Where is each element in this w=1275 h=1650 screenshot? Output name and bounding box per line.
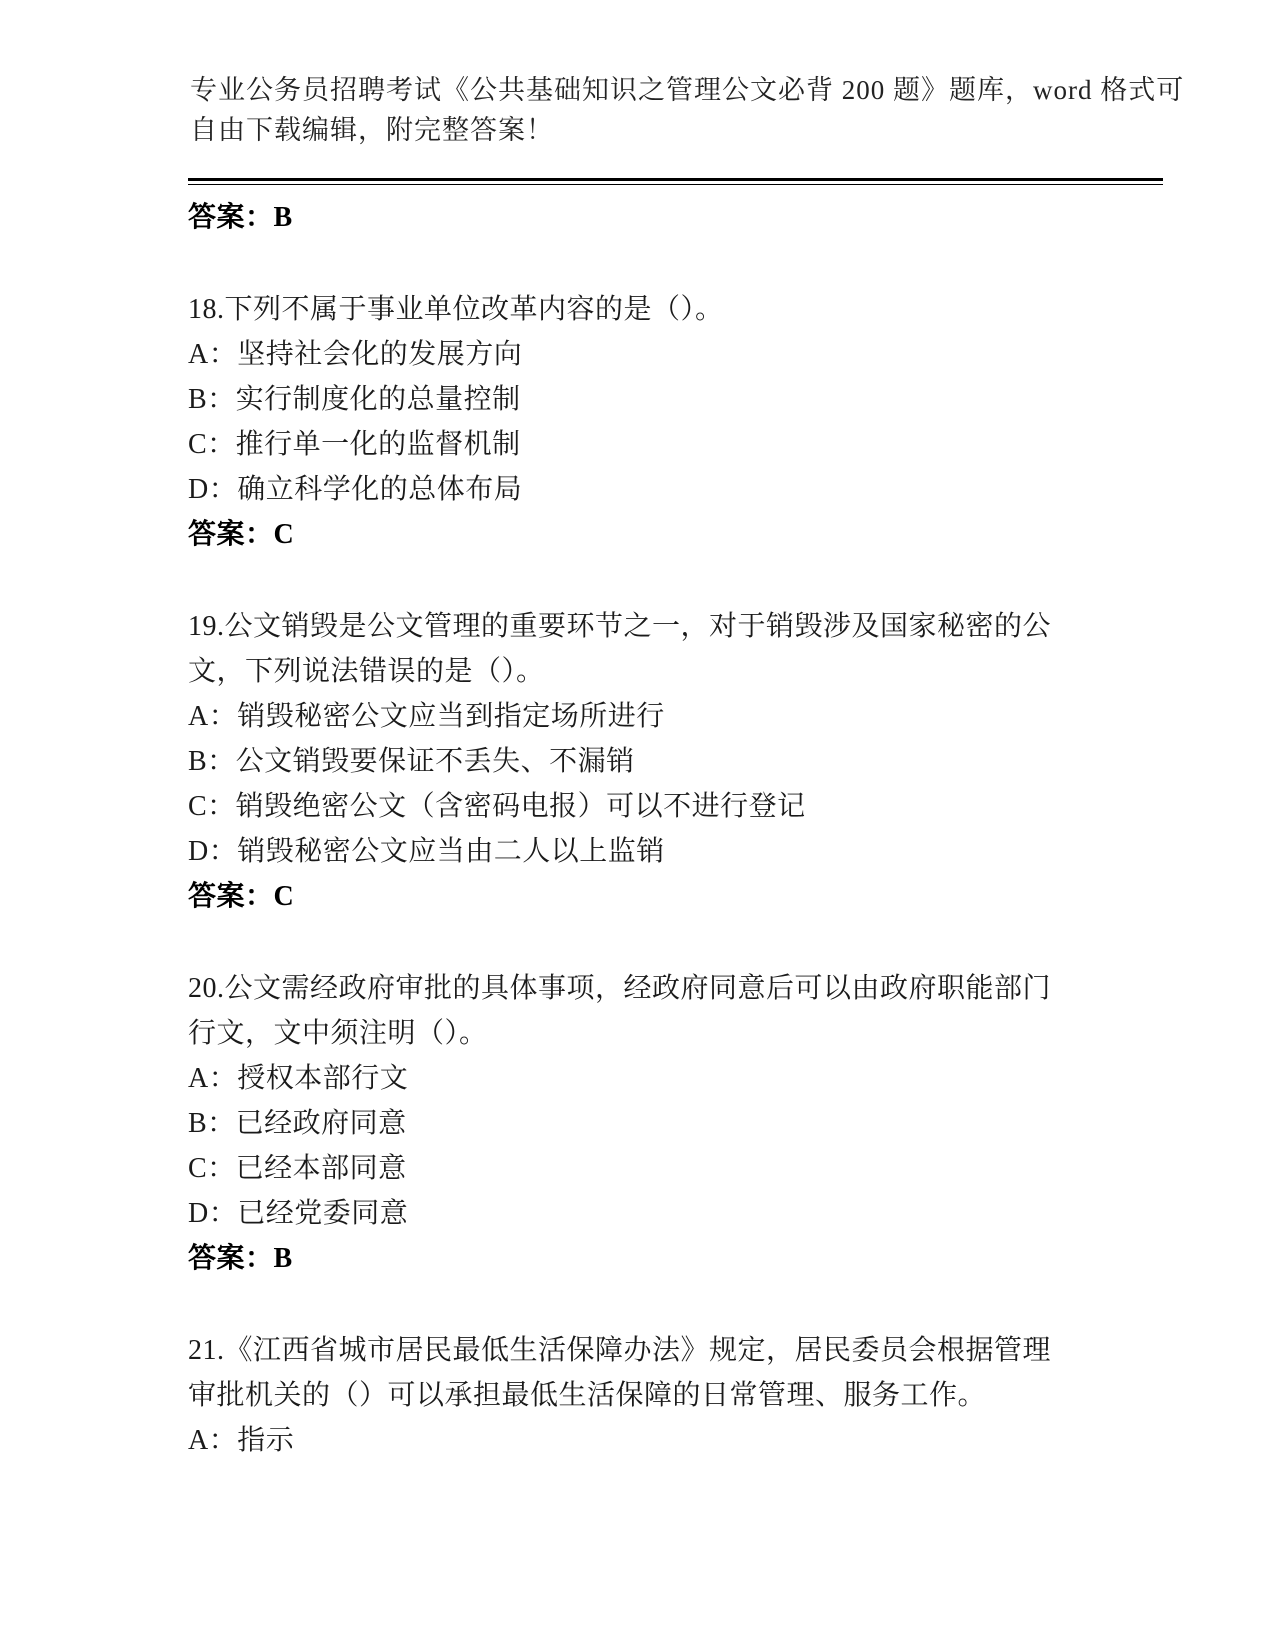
question-stem-line: 20.公文需经政府审批的具体事项，经政府同意后可以由政府职能部门 [188, 973, 1052, 1004]
option-line: D：确立科学化的总体布局 [188, 474, 523, 505]
questions-container [188, 287, 1173, 1463]
option-line: A：指示 [188, 1425, 295, 1456]
answer-line: 答案：B [188, 202, 293, 233]
question-stem-line: 19.公文销毁是公文管理的重要环节之一，对于销毁涉及国家秘密的公 [188, 611, 1052, 642]
question-block-21 [188, 1328, 1173, 1463]
document-body [188, 195, 1173, 1463]
option-line: A：销毁秘密公文应当到指定场所进行 [188, 701, 665, 732]
header-divider [188, 178, 1163, 185]
question-stem-line: 文，下列说法错误的是（）。 [188, 656, 545, 687]
header-line-1: 专业公务员招聘考试《公共基础知识之管理公文必背 200 题》题库，word 格式可 [190, 75, 1185, 105]
question-block-20 [188, 966, 1173, 1281]
option-line: D：销毁秘密公文应当由二人以上监销 [188, 836, 665, 867]
option-line: C：已经本部同意 [188, 1153, 407, 1184]
header-line-2: 自由下载编辑，附完整答案！ [190, 115, 554, 145]
option-line: B：公文销毁要保证不丢失、不漏销 [188, 746, 635, 777]
option-line: B：已经政府同意 [188, 1108, 407, 1139]
question-block-19 [188, 604, 1173, 919]
option-line: A：授权本部行文 [188, 1063, 409, 1094]
answer-line: 答案：C [188, 519, 295, 550]
option-line: C：推行单一化的监督机制 [188, 429, 521, 460]
option-line: A：坚持社会化的发展方向 [188, 339, 523, 370]
option-line: D：已经党委同意 [188, 1198, 409, 1229]
question-stem-line: 18.下列不属于事业单位改革内容的是（）。 [188, 294, 724, 325]
question-stem-line: 行文，文中须注明（）。 [188, 1018, 488, 1049]
answer-line: 答案：C [188, 881, 295, 912]
option-line: B：实行制度化的总量控制 [188, 384, 521, 415]
document-header [190, 70, 1185, 150]
question-stem-line: 21.《江西省城市居民最低生活保障办法》规定，居民委员会根据管理 [188, 1335, 1052, 1366]
question-block-18 [188, 287, 1173, 557]
answer-line: 答案：B [188, 1243, 293, 1274]
option-line: C：销毁绝密公文（含密码电报）可以不进行登记 [188, 791, 806, 822]
question-stem-line: 审批机关的（）可以承担最低生活保障的日常管理、服务工作。 [188, 1380, 987, 1411]
